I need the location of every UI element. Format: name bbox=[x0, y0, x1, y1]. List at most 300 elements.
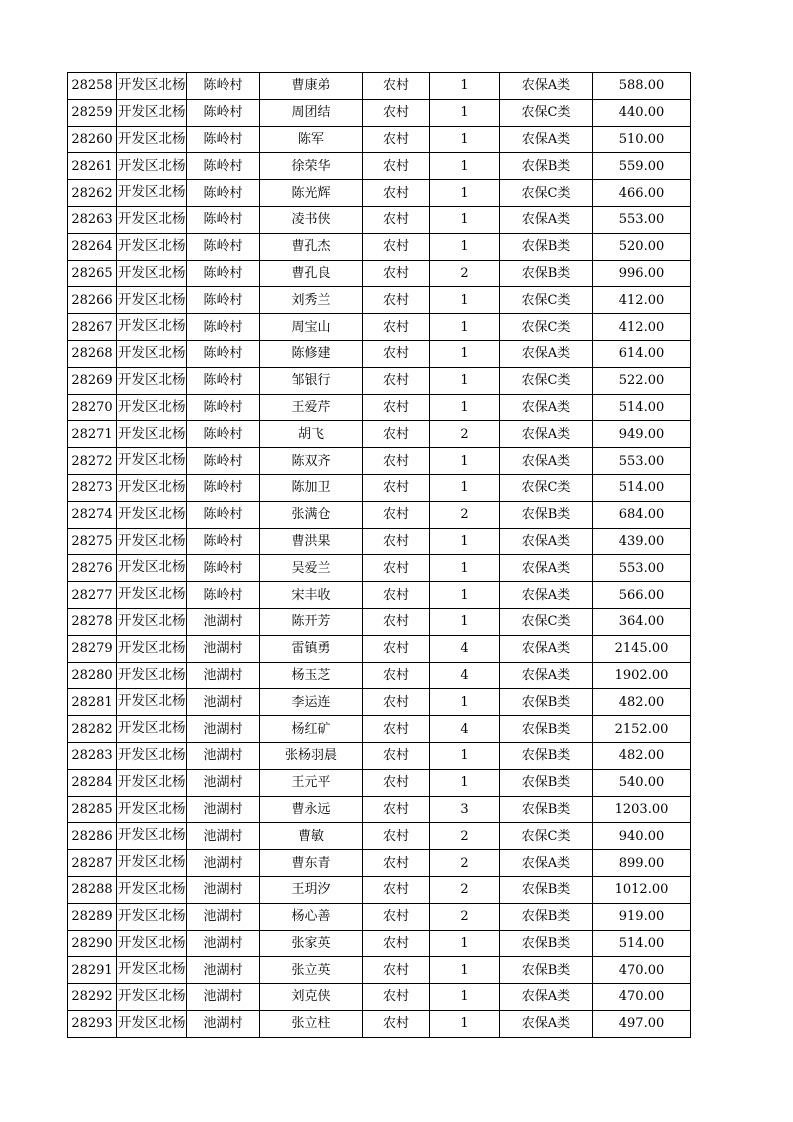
table-row bbox=[68, 662, 691, 689]
table-row bbox=[68, 528, 691, 555]
table-row bbox=[68, 126, 691, 153]
payment-amount: 514.00 bbox=[593, 930, 691, 957]
payment-amount: 559.00 bbox=[593, 153, 691, 180]
payment-amount: 514.00 bbox=[593, 394, 691, 421]
member-count: 1 bbox=[430, 99, 500, 126]
village-name: 池湖村 bbox=[187, 823, 260, 850]
household-type: 农村 bbox=[363, 796, 430, 823]
insurance-category: 农保B类 bbox=[500, 689, 593, 716]
record-number: 28274 bbox=[68, 501, 117, 528]
village-name: 池湖村 bbox=[187, 930, 260, 957]
record-number: 28287 bbox=[68, 850, 117, 877]
person-name: 陈军 bbox=[260, 126, 363, 153]
member-count: 1 bbox=[430, 153, 500, 180]
member-count: 1 bbox=[430, 180, 500, 207]
payment-amount: 553.00 bbox=[593, 448, 691, 475]
household-type: 农村 bbox=[363, 153, 430, 180]
table-row bbox=[68, 340, 691, 367]
record-number: 28266 bbox=[68, 287, 117, 314]
household-type: 农村 bbox=[363, 528, 430, 555]
household-type: 农村 bbox=[363, 903, 430, 930]
payment-amount: 412.00 bbox=[593, 287, 691, 314]
member-count: 1 bbox=[430, 314, 500, 341]
insurance-category: 农保B类 bbox=[500, 153, 593, 180]
village-name: 陈岭村 bbox=[187, 233, 260, 260]
town-name: 开发区北杨 bbox=[117, 206, 187, 233]
record-number: 28269 bbox=[68, 367, 117, 394]
member-count: 1 bbox=[430, 689, 500, 716]
member-count: 2 bbox=[430, 850, 500, 877]
person-name: 王爱芹 bbox=[260, 394, 363, 421]
insurance-category: 农保A类 bbox=[500, 394, 593, 421]
member-count: 1 bbox=[430, 474, 500, 501]
town-name: 开发区北杨 bbox=[117, 314, 187, 341]
household-type: 农村 bbox=[363, 394, 430, 421]
member-count: 1 bbox=[430, 73, 500, 100]
insurance-category: 农保A类 bbox=[500, 340, 593, 367]
record-number: 28280 bbox=[68, 662, 117, 689]
insurance-category: 农保B类 bbox=[500, 501, 593, 528]
town-name: 开发区北杨 bbox=[117, 501, 187, 528]
record-number: 28290 bbox=[68, 930, 117, 957]
village-name: 陈岭村 bbox=[187, 421, 260, 448]
insurance-category: 农保A类 bbox=[500, 73, 593, 100]
village-name: 陈岭村 bbox=[187, 340, 260, 367]
payment-amount: 522.00 bbox=[593, 367, 691, 394]
record-number: 28272 bbox=[68, 448, 117, 475]
record-number: 28282 bbox=[68, 716, 117, 743]
town-name: 开发区北杨 bbox=[117, 367, 187, 394]
village-name: 池湖村 bbox=[187, 608, 260, 635]
table-row bbox=[68, 287, 691, 314]
village-name: 池湖村 bbox=[187, 716, 260, 743]
household-type: 农村 bbox=[363, 421, 430, 448]
record-number: 28289 bbox=[68, 903, 117, 930]
member-count: 1 bbox=[430, 126, 500, 153]
person-name: 曹敏 bbox=[260, 823, 363, 850]
member-count: 1 bbox=[430, 528, 500, 555]
insurance-category: 农保A类 bbox=[500, 206, 593, 233]
table-row bbox=[68, 850, 691, 877]
payment-amount: 520.00 bbox=[593, 233, 691, 260]
record-number: 28263 bbox=[68, 206, 117, 233]
household-type: 农村 bbox=[363, 823, 430, 850]
member-count: 1 bbox=[430, 582, 500, 609]
member-count: 2 bbox=[430, 421, 500, 448]
record-number: 28259 bbox=[68, 99, 117, 126]
table-row bbox=[68, 796, 691, 823]
person-name: 张立柱 bbox=[260, 1010, 363, 1037]
table-row bbox=[68, 153, 691, 180]
table-row bbox=[68, 823, 691, 850]
payment-amount: 553.00 bbox=[593, 206, 691, 233]
person-name: 周团结 bbox=[260, 99, 363, 126]
table-row bbox=[68, 314, 691, 341]
table-row bbox=[68, 555, 691, 582]
village-name: 陈岭村 bbox=[187, 555, 260, 582]
record-number: 28276 bbox=[68, 555, 117, 582]
town-name: 开发区北杨 bbox=[117, 984, 187, 1011]
town-name: 开发区北杨 bbox=[117, 99, 187, 126]
table-row bbox=[68, 421, 691, 448]
record-number: 28271 bbox=[68, 421, 117, 448]
member-count: 1 bbox=[430, 340, 500, 367]
record-number: 28277 bbox=[68, 582, 117, 609]
table-row bbox=[68, 635, 691, 662]
table-row bbox=[68, 206, 691, 233]
village-name: 陈岭村 bbox=[187, 180, 260, 207]
town-name: 开发区北杨 bbox=[117, 850, 187, 877]
town-name: 开发区北杨 bbox=[117, 796, 187, 823]
household-type: 农村 bbox=[363, 689, 430, 716]
village-name: 池湖村 bbox=[187, 769, 260, 796]
record-number: 28279 bbox=[68, 635, 117, 662]
household-type: 农村 bbox=[363, 635, 430, 662]
person-name: 邹银行 bbox=[260, 367, 363, 394]
insurance-category: 农保A类 bbox=[500, 582, 593, 609]
payment-amount: 553.00 bbox=[593, 555, 691, 582]
village-name: 池湖村 bbox=[187, 1010, 260, 1037]
member-count: 3 bbox=[430, 796, 500, 823]
household-type: 农村 bbox=[363, 501, 430, 528]
insurance-category: 农保B类 bbox=[500, 796, 593, 823]
household-type: 农村 bbox=[363, 99, 430, 126]
payment-amount: 514.00 bbox=[593, 474, 691, 501]
record-number: 28273 bbox=[68, 474, 117, 501]
household-type: 农村 bbox=[363, 850, 430, 877]
table-row bbox=[68, 716, 691, 743]
table-row bbox=[68, 99, 691, 126]
town-name: 开发区北杨 bbox=[117, 394, 187, 421]
insurance-category: 农保A类 bbox=[500, 555, 593, 582]
member-count: 1 bbox=[430, 233, 500, 260]
record-number: 28281 bbox=[68, 689, 117, 716]
person-name: 陈加卫 bbox=[260, 474, 363, 501]
town-name: 开发区北杨 bbox=[117, 260, 187, 287]
person-name: 陈双齐 bbox=[260, 448, 363, 475]
town-name: 开发区北杨 bbox=[117, 716, 187, 743]
town-name: 开发区北杨 bbox=[117, 474, 187, 501]
roster-table bbox=[67, 72, 691, 1038]
table-row bbox=[68, 367, 691, 394]
member-count: 4 bbox=[430, 716, 500, 743]
village-name: 池湖村 bbox=[187, 876, 260, 903]
town-name: 开发区北杨 bbox=[117, 233, 187, 260]
record-number: 28262 bbox=[68, 180, 117, 207]
town-name: 开发区北杨 bbox=[117, 340, 187, 367]
household-type: 农村 bbox=[363, 260, 430, 287]
record-number: 28284 bbox=[68, 769, 117, 796]
person-name: 李运连 bbox=[260, 689, 363, 716]
village-name: 池湖村 bbox=[187, 850, 260, 877]
village-name: 池湖村 bbox=[187, 903, 260, 930]
household-type: 农村 bbox=[363, 662, 430, 689]
insurance-category: 农保B类 bbox=[500, 876, 593, 903]
village-name: 陈岭村 bbox=[187, 206, 260, 233]
table-row bbox=[68, 930, 691, 957]
village-name: 池湖村 bbox=[187, 796, 260, 823]
insurance-category: 农保A类 bbox=[500, 126, 593, 153]
table-row bbox=[68, 474, 691, 501]
person-name: 胡飞 bbox=[260, 421, 363, 448]
town-name: 开发区北杨 bbox=[117, 528, 187, 555]
insurance-category: 农保B类 bbox=[500, 742, 593, 769]
record-number: 28258 bbox=[68, 73, 117, 100]
person-name: 陈光辉 bbox=[260, 180, 363, 207]
table-row bbox=[68, 260, 691, 287]
person-name: 杨心善 bbox=[260, 903, 363, 930]
household-type: 农村 bbox=[363, 957, 430, 984]
insurance-category: 农保B类 bbox=[500, 957, 593, 984]
person-name: 刘克侠 bbox=[260, 984, 363, 1011]
village-name: 陈岭村 bbox=[187, 73, 260, 100]
record-number: 28261 bbox=[68, 153, 117, 180]
insurance-category: 农保C类 bbox=[500, 608, 593, 635]
table-row bbox=[68, 957, 691, 984]
payment-amount: 482.00 bbox=[593, 742, 691, 769]
insurance-category: 农保B类 bbox=[500, 930, 593, 957]
household-type: 农村 bbox=[363, 984, 430, 1011]
member-count: 1 bbox=[430, 608, 500, 635]
table-row bbox=[68, 180, 691, 207]
household-type: 农村 bbox=[363, 340, 430, 367]
town-name: 开发区北杨 bbox=[117, 153, 187, 180]
insurance-category: 农保C类 bbox=[500, 180, 593, 207]
table-row bbox=[68, 984, 691, 1011]
payment-amount: 1902.00 bbox=[593, 662, 691, 689]
town-name: 开发区北杨 bbox=[117, 73, 187, 100]
person-name: 张杨羽晨 bbox=[260, 742, 363, 769]
household-type: 农村 bbox=[363, 742, 430, 769]
payment-amount: 2145.00 bbox=[593, 635, 691, 662]
household-type: 农村 bbox=[363, 367, 430, 394]
person-name: 曹孔良 bbox=[260, 260, 363, 287]
village-name: 陈岭村 bbox=[187, 474, 260, 501]
person-name: 陈修建 bbox=[260, 340, 363, 367]
town-name: 开发区北杨 bbox=[117, 421, 187, 448]
household-type: 农村 bbox=[363, 73, 430, 100]
household-type: 农村 bbox=[363, 233, 430, 260]
member-count: 1 bbox=[430, 957, 500, 984]
household-type: 农村 bbox=[363, 769, 430, 796]
person-name: 杨玉芝 bbox=[260, 662, 363, 689]
town-name: 开发区北杨 bbox=[117, 126, 187, 153]
household-type: 农村 bbox=[363, 314, 430, 341]
insurance-category: 农保A类 bbox=[500, 984, 593, 1011]
insurance-category: 农保C类 bbox=[500, 99, 593, 126]
village-name: 陈岭村 bbox=[187, 99, 260, 126]
household-type: 农村 bbox=[363, 555, 430, 582]
payment-amount: 940.00 bbox=[593, 823, 691, 850]
person-name: 宋丰收 bbox=[260, 582, 363, 609]
household-type: 农村 bbox=[363, 448, 430, 475]
payment-amount: 684.00 bbox=[593, 501, 691, 528]
village-name: 陈岭村 bbox=[187, 153, 260, 180]
household-type: 农村 bbox=[363, 876, 430, 903]
payment-amount: 919.00 bbox=[593, 903, 691, 930]
town-name: 开发区北杨 bbox=[117, 635, 187, 662]
member-count: 2 bbox=[430, 260, 500, 287]
insurance-category: 农保C类 bbox=[500, 823, 593, 850]
village-name: 池湖村 bbox=[187, 742, 260, 769]
payment-amount: 949.00 bbox=[593, 421, 691, 448]
record-number: 28292 bbox=[68, 984, 117, 1011]
household-type: 农村 bbox=[363, 206, 430, 233]
record-number: 28260 bbox=[68, 126, 117, 153]
payment-amount: 996.00 bbox=[593, 260, 691, 287]
town-name: 开发区北杨 bbox=[117, 582, 187, 609]
record-number: 28270 bbox=[68, 394, 117, 421]
record-number: 28267 bbox=[68, 314, 117, 341]
village-name: 陈岭村 bbox=[187, 582, 260, 609]
person-name: 杨红矿 bbox=[260, 716, 363, 743]
record-number: 28285 bbox=[68, 796, 117, 823]
household-type: 农村 bbox=[363, 930, 430, 957]
town-name: 开发区北杨 bbox=[117, 957, 187, 984]
person-name: 徐荣华 bbox=[260, 153, 363, 180]
member-count: 1 bbox=[430, 206, 500, 233]
person-name: 雷镇勇 bbox=[260, 635, 363, 662]
insurance-category: 农保A类 bbox=[500, 662, 593, 689]
village-name: 池湖村 bbox=[187, 635, 260, 662]
person-name: 张家英 bbox=[260, 930, 363, 957]
household-type: 农村 bbox=[363, 716, 430, 743]
record-number: 28275 bbox=[68, 528, 117, 555]
person-name: 张满仓 bbox=[260, 501, 363, 528]
insurance-category: 农保A类 bbox=[500, 528, 593, 555]
table-row bbox=[68, 73, 691, 100]
person-name: 吴爱兰 bbox=[260, 555, 363, 582]
member-count: 1 bbox=[430, 555, 500, 582]
payment-amount: 540.00 bbox=[593, 769, 691, 796]
household-type: 农村 bbox=[363, 582, 430, 609]
village-name: 陈岭村 bbox=[187, 501, 260, 528]
insurance-category: 农保C类 bbox=[500, 367, 593, 394]
person-name: 曹康弟 bbox=[260, 73, 363, 100]
town-name: 开发区北杨 bbox=[117, 608, 187, 635]
person-name: 周宝山 bbox=[260, 314, 363, 341]
payment-amount: 510.00 bbox=[593, 126, 691, 153]
record-number: 28293 bbox=[68, 1010, 117, 1037]
member-count: 2 bbox=[430, 876, 500, 903]
roster-body bbox=[68, 73, 691, 1038]
payment-amount: 497.00 bbox=[593, 1010, 691, 1037]
village-name: 陈岭村 bbox=[187, 367, 260, 394]
village-name: 陈岭村 bbox=[187, 126, 260, 153]
member-count: 2 bbox=[430, 903, 500, 930]
person-name: 曹孔杰 bbox=[260, 233, 363, 260]
person-name: 张立英 bbox=[260, 957, 363, 984]
record-number: 28283 bbox=[68, 742, 117, 769]
payment-amount: 466.00 bbox=[593, 180, 691, 207]
village-name: 陈岭村 bbox=[187, 394, 260, 421]
town-name: 开发区北杨 bbox=[117, 287, 187, 314]
insurance-category: 农保A类 bbox=[500, 448, 593, 475]
record-number: 28268 bbox=[68, 340, 117, 367]
payment-amount: 412.00 bbox=[593, 314, 691, 341]
town-name: 开发区北杨 bbox=[117, 876, 187, 903]
town-name: 开发区北杨 bbox=[117, 555, 187, 582]
payment-amount: 470.00 bbox=[593, 984, 691, 1011]
record-number: 28265 bbox=[68, 260, 117, 287]
member-count: 1 bbox=[430, 287, 500, 314]
insurance-category: 农保A类 bbox=[500, 850, 593, 877]
member-count: 1 bbox=[430, 394, 500, 421]
person-name: 凌书侠 bbox=[260, 206, 363, 233]
payment-amount: 614.00 bbox=[593, 340, 691, 367]
record-number: 28288 bbox=[68, 876, 117, 903]
village-name: 池湖村 bbox=[187, 662, 260, 689]
household-type: 农村 bbox=[363, 1010, 430, 1037]
member-count: 1 bbox=[430, 367, 500, 394]
member-count: 1 bbox=[430, 1010, 500, 1037]
record-number: 28278 bbox=[68, 608, 117, 635]
person-name: 王元平 bbox=[260, 769, 363, 796]
household-type: 农村 bbox=[363, 180, 430, 207]
town-name: 开发区北杨 bbox=[117, 448, 187, 475]
member-count: 2 bbox=[430, 823, 500, 850]
insurance-category: 农保A类 bbox=[500, 1010, 593, 1037]
payment-amount: 2152.00 bbox=[593, 716, 691, 743]
person-name: 曹洪果 bbox=[260, 528, 363, 555]
village-name: 陈岭村 bbox=[187, 448, 260, 475]
table-row bbox=[68, 501, 691, 528]
payment-amount: 482.00 bbox=[593, 689, 691, 716]
record-number: 28264 bbox=[68, 233, 117, 260]
insurance-category: 农保C类 bbox=[500, 287, 593, 314]
town-name: 开发区北杨 bbox=[117, 742, 187, 769]
record-number: 28286 bbox=[68, 823, 117, 850]
household-type: 农村 bbox=[363, 287, 430, 314]
household-type: 农村 bbox=[363, 608, 430, 635]
village-name: 陈岭村 bbox=[187, 314, 260, 341]
record-number: 28291 bbox=[68, 957, 117, 984]
table-row bbox=[68, 233, 691, 260]
insurance-category: 农保C类 bbox=[500, 314, 593, 341]
village-name: 池湖村 bbox=[187, 689, 260, 716]
table-row bbox=[68, 448, 691, 475]
table-row bbox=[68, 1010, 691, 1037]
table-row bbox=[68, 742, 691, 769]
member-count: 4 bbox=[430, 662, 500, 689]
insurance-category: 农保C类 bbox=[500, 474, 593, 501]
payment-amount: 566.00 bbox=[593, 582, 691, 609]
person-name: 刘秀兰 bbox=[260, 287, 363, 314]
insurance-category: 农保B类 bbox=[500, 903, 593, 930]
insurance-category: 农保B类 bbox=[500, 716, 593, 743]
member-count: 2 bbox=[430, 501, 500, 528]
member-count: 1 bbox=[430, 930, 500, 957]
table-row bbox=[68, 608, 691, 635]
payment-amount: 439.00 bbox=[593, 528, 691, 555]
table-row bbox=[68, 769, 691, 796]
member-count: 1 bbox=[430, 448, 500, 475]
town-name: 开发区北杨 bbox=[117, 662, 187, 689]
town-name: 开发区北杨 bbox=[117, 823, 187, 850]
payment-amount: 364.00 bbox=[593, 608, 691, 635]
household-type: 农村 bbox=[363, 126, 430, 153]
member-count: 1 bbox=[430, 984, 500, 1011]
person-name: 王玥汐 bbox=[260, 876, 363, 903]
table-row bbox=[68, 394, 691, 421]
member-count: 4 bbox=[430, 635, 500, 662]
member-count: 1 bbox=[430, 742, 500, 769]
table-row bbox=[68, 689, 691, 716]
household-type: 农村 bbox=[363, 474, 430, 501]
table-row bbox=[68, 876, 691, 903]
person-name: 曹永远 bbox=[260, 796, 363, 823]
payment-amount: 1012.00 bbox=[593, 876, 691, 903]
